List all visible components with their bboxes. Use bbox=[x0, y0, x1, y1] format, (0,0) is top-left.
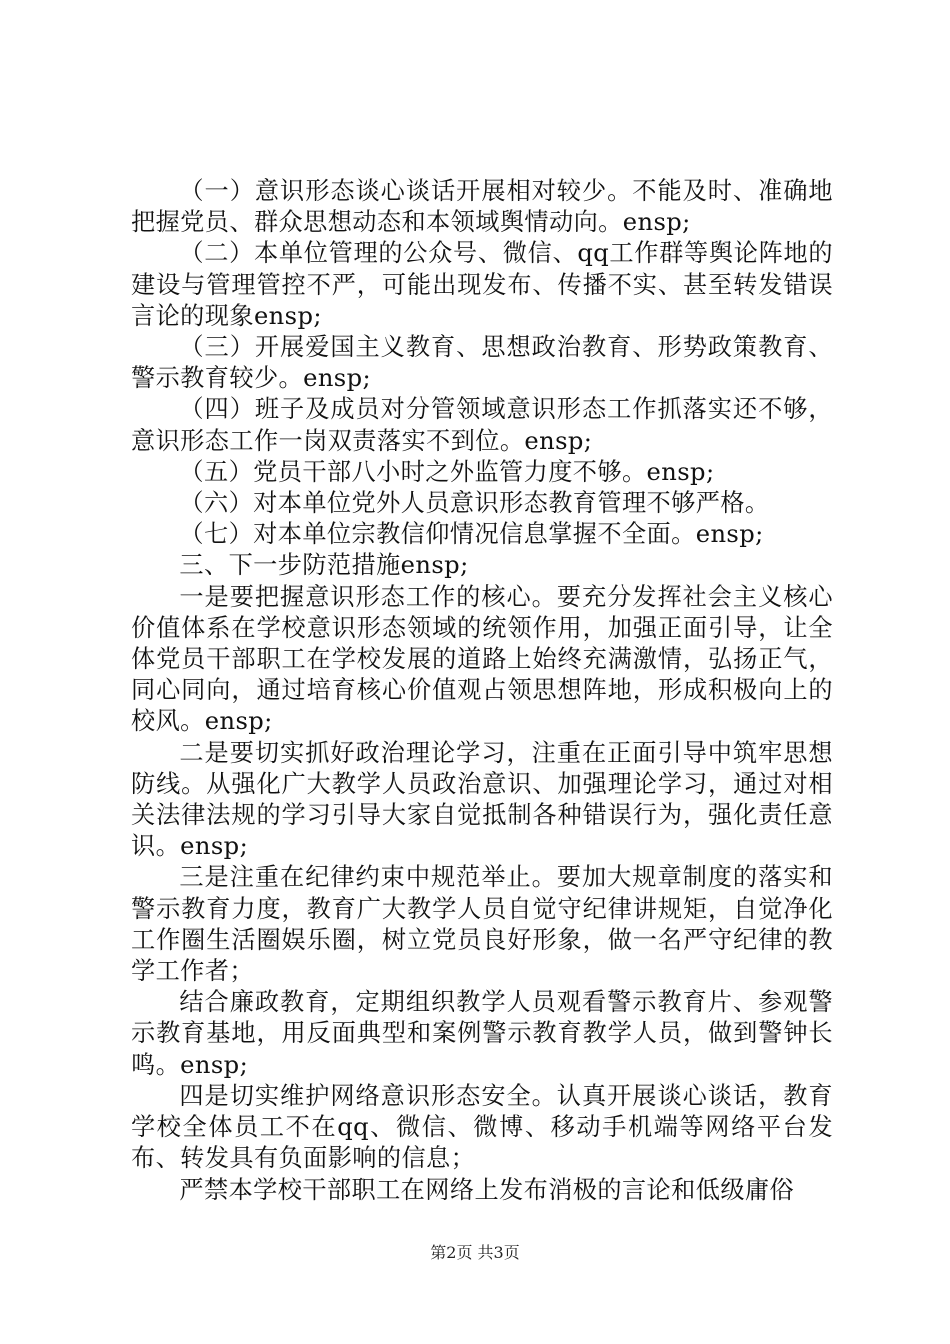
paragraph-6: （六）对本单位党外人员意识形态教育管理不够严格。 bbox=[179, 489, 770, 518]
paragraph-14: 严禁本学校干部职工在网络上发布消极的言论和低级庸俗 bbox=[179, 1175, 795, 1204]
paragraph-10: 二是要切实抓好政治理论学习，注重在正面引导中筑牢思想防线。从强化广大教学人员政治意识、加强理论学习，通过对相关法律法规的学习引导大家自觉抵制各种错误行为，强化责任意识。ensp; bbox=[131, 738, 833, 861]
paragraph-7: （七）对本单位宗教信仰情况信息掌握不全面。ensp; bbox=[179, 520, 764, 549]
paragraph-3: （三）开展爱国主义教育、思想政治教育、形势政策教育、警示教育较少。ensp; bbox=[131, 333, 833, 393]
paragraph-4: （四）班子及成员对分管领域意识形态工作抓落实还不够，意识形态工作一岗双责落实不到位。ensp; bbox=[131, 395, 833, 455]
paragraph-5: （五）党员干部八小时之外监管力度不够。ensp; bbox=[179, 457, 715, 486]
page-footer: 第2页 共3页 bbox=[430, 1243, 520, 1262]
paragraph-1: （一）意识形态谈心谈话开展相对较少。不能及时、准确地把握党员、群众思想动态和本领域舆情动向。ensp; bbox=[131, 177, 833, 237]
section-heading: 三、下一步防范措施ensp; bbox=[179, 551, 469, 580]
paragraph-2: （二）本单位管理的公众号、微信、qq工作群等舆论阵地的建设与管理管控不严，可能出现发布、传播不实、甚至转发错误言论的现象ensp; bbox=[131, 239, 833, 330]
paragraph-11: 三是注重在纪律约束中规范举止。要加大规章制度的落实和警示教育力度，教育广大教学人员自觉守纪律讲规矩，自觉净化工作圈生活圈娱乐圈，树立党员良好形象，做一名严守纪律的教学工作者； bbox=[131, 863, 833, 986]
paragraph-13: 四是切实维护网络意识形态安全。认真开展谈心谈话，教育学校全体员工不在qq、微信、微博、移动手机端等网络平台发布、转发具有负面影响的信息； bbox=[131, 1081, 833, 1173]
paragraph-9: 一是要把握意识形态工作的核心。要充分发挥社会主义核心价值体系在学校意识形态领域的统领作用，加强正面引导，让全体党员干部职工在学校发展的道路上始终充满激情，弘扬正气，同心同向，通过培育核心价值观占领思想阵地，形成积极向上的校风。ensp; bbox=[131, 582, 833, 736]
document-body bbox=[131, 176, 833, 1206]
paragraph-12: 结合廉政教育，定期组织教学人员观看警示教育片、参观警示教育基地，用反面典型和案例警示教育教学人员，做到警钟长鸣。ensp; bbox=[131, 988, 833, 1079]
